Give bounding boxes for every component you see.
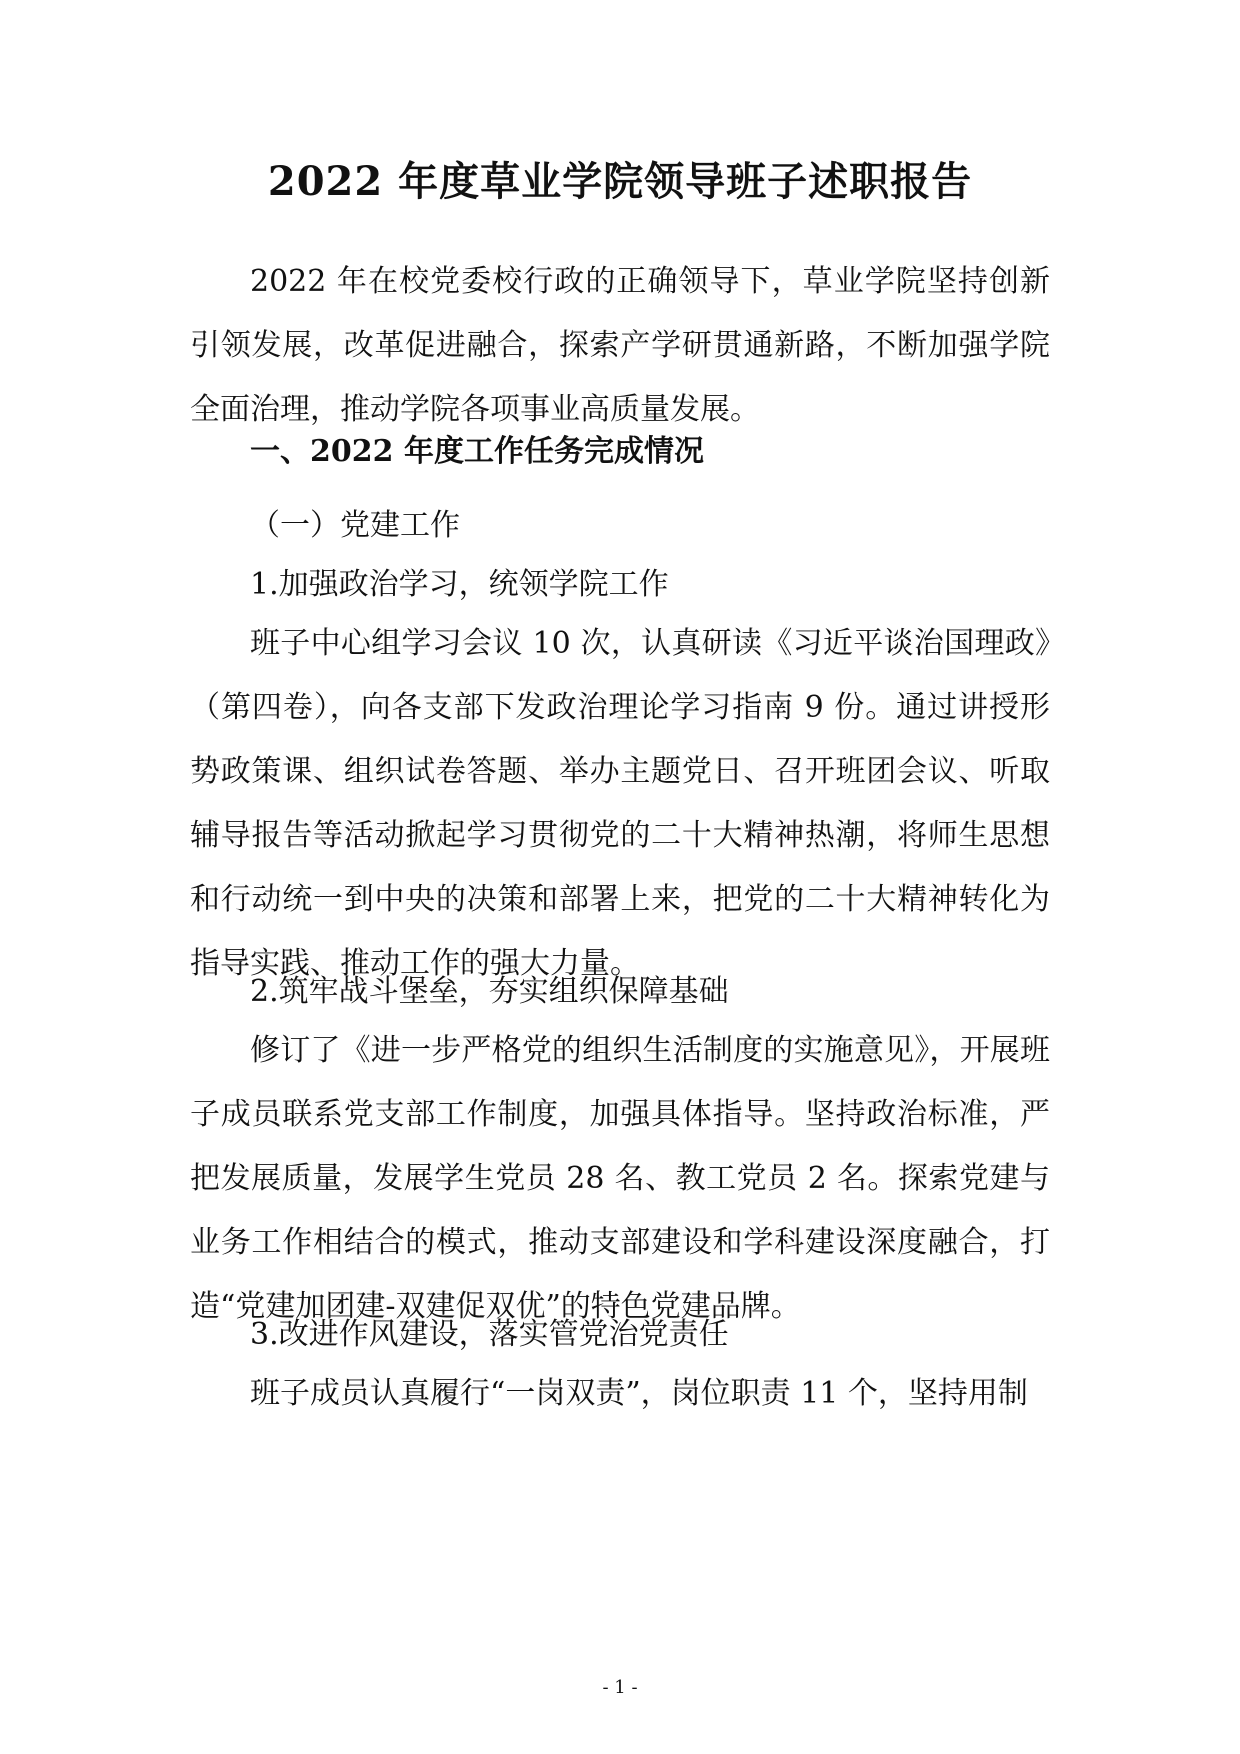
subsection-heading: （一）党建工作 xyxy=(250,508,460,543)
section-heading: 一、2022 年度工作任务完成情况 xyxy=(250,434,704,469)
page-number: - 1 - xyxy=(602,1677,638,1698)
item-heading: 2.筑牢战斗堡垒，夯实组织保障基础 xyxy=(250,974,729,1009)
intro-paragraph: 2022 年在校党委校行政的正确领导下，草业学院坚持创新引领发展，改革促进融合，探索产学研贯通新路，不断加强学院全面治理，推动学院各项事业高质量发展。 xyxy=(190,264,1050,427)
item-paragraph: 修订了《进一步严格党的组织生活制度的实施意见》，开展班子成员联系党支部工作制度，加强具体指导。坚持政治标准，严把发展质量，发展学生党员 28 名、教工党员 2 名。探索党建与业务工作相结合的模式，推动支部建设和学科建设深度融合，打造“党建加团建-双建促双优”的特色党建品牌。 xyxy=(190,1033,1050,1324)
item-heading: 1.加强政治学习，统领学院工作 xyxy=(250,567,669,602)
item-paragraph: 班子中心组学习会议 10 次，认真研读《习近平谈治国理政》（第四卷），向各支部下发政治理论学习指南 9 份。通过讲授形势政策课、组织试卷答题、举办主题党日、召开班团会议、听取辅导报告等活动掀起学习贯彻党的二十大精神热潮，将师生思想和行动统一到中央的决策和部署上来，把党的二十大精神转化为指导实践、推动工作的强大力量。 xyxy=(190,626,1050,981)
item-paragraph: 班子成员认真履行“一岗双责”，岗位职责 11 个，坚持用制 xyxy=(250,1376,1028,1411)
document-title: 2022 年度草业学院领导班子述职报告 xyxy=(267,158,973,205)
item-heading: 3.改进作风建设，落实管党治党责任 xyxy=(250,1317,729,1352)
